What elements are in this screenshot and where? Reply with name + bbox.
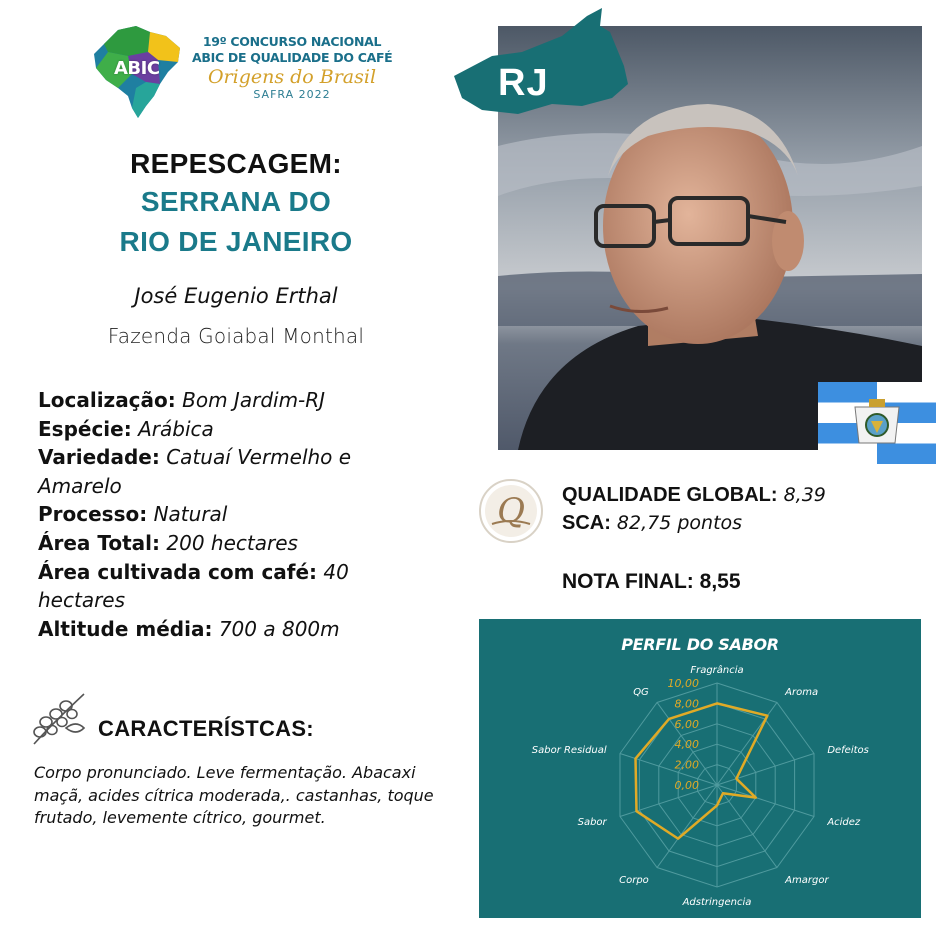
flavor-profile-panel xyxy=(479,619,921,918)
characteristics-title: CARACTERÍSTCAS: xyxy=(98,716,314,741)
radar-axis-label: QG xyxy=(633,687,649,699)
contest-subtitle: Origens do Brasil xyxy=(207,66,377,88)
farm-name: Fazenda Goiabal Monthal xyxy=(107,324,365,348)
radar-axis-label: Aroma xyxy=(785,687,819,699)
contest-name-line1: 19º CONCURSO NACIONAL xyxy=(202,34,382,49)
svg-text:Q: Q xyxy=(497,491,525,531)
producer-name: José Eugenio Erthal xyxy=(134,284,338,308)
characteristics-text: Corpo pronunciado. Leve fermentação. Abacaxi maçã, acides cítrica moderada,. castanhas, toque frutado, levemente cítrico, gourmet. xyxy=(34,763,434,827)
radar-tick-label: 6,00 xyxy=(674,717,699,731)
radar-tick-label: 10,00 xyxy=(667,677,699,690)
contest-logo xyxy=(88,22,393,122)
final-score: NOTA FINAL: 8,55 xyxy=(562,570,741,593)
radar-tick-label: 8,00 xyxy=(674,697,699,711)
radar-spoke xyxy=(717,785,814,817)
contest-harvest: SAFRA 2022 xyxy=(253,88,331,101)
radar-spoke xyxy=(657,785,717,868)
radar-spoke xyxy=(620,785,717,817)
chart-title: PERFIL DO SABOR xyxy=(621,635,779,654)
radar-axis-label: Sabor Residual xyxy=(531,745,607,757)
region-title-line2: RIO DE JANEIRO xyxy=(119,226,353,257)
radar-axis-label: Amargor xyxy=(785,874,829,886)
info-location: Localização: Bom Jardim-RJ xyxy=(38,388,326,412)
info-total-area: Área Total: 200 hectares xyxy=(38,530,298,555)
radar-axis-label: Acidez xyxy=(827,816,861,828)
radar-axis-label: Fragrância xyxy=(690,665,744,676)
info-altitude: Altitude média: 700 a 800m xyxy=(38,616,340,641)
q-grader-logo-icon xyxy=(478,478,544,544)
sca-score: SCA: 82,75 pontos xyxy=(562,512,743,534)
rj-state-flag-icon xyxy=(818,382,936,464)
radar-tick-label: 2,00 xyxy=(674,758,699,772)
flavor-radar-chart xyxy=(479,619,921,918)
state-label: RJ xyxy=(498,62,549,104)
info-coffee-area: Área cultivada com café: 40 hectares xyxy=(38,559,349,613)
contest-name-line2: ABIC DE QUALIDADE DO CAFÉ xyxy=(192,50,393,65)
info-variety: Variedade: Catuaí Vermelho e Amarelo xyxy=(38,445,352,498)
category-title: REPESCAGEM: xyxy=(130,148,342,179)
abic-wordmark: ABIC xyxy=(114,58,160,79)
radar-tick-label: 4,00 xyxy=(674,738,699,752)
region-title-line1: SERRANA DO xyxy=(140,186,332,217)
radar-axis-label: Defeitos xyxy=(827,745,869,757)
radar-tick-label: 0,00 xyxy=(674,779,699,792)
radar-spoke xyxy=(717,753,814,785)
coffee-branch-icon xyxy=(26,688,90,748)
radar-axis-label: Sabor xyxy=(577,816,607,828)
info-process: Processo: Natural xyxy=(38,502,228,527)
radar-axis-label: Adstringencia xyxy=(682,897,752,908)
global-quality-score: QUALIDADE GLOBAL: 8,39 xyxy=(562,484,826,506)
info-species: Espécie: Arábica xyxy=(38,416,214,441)
radar-axis-label: Corpo xyxy=(619,874,649,886)
radar-series-line xyxy=(636,703,768,838)
farm-info-list xyxy=(38,386,418,643)
